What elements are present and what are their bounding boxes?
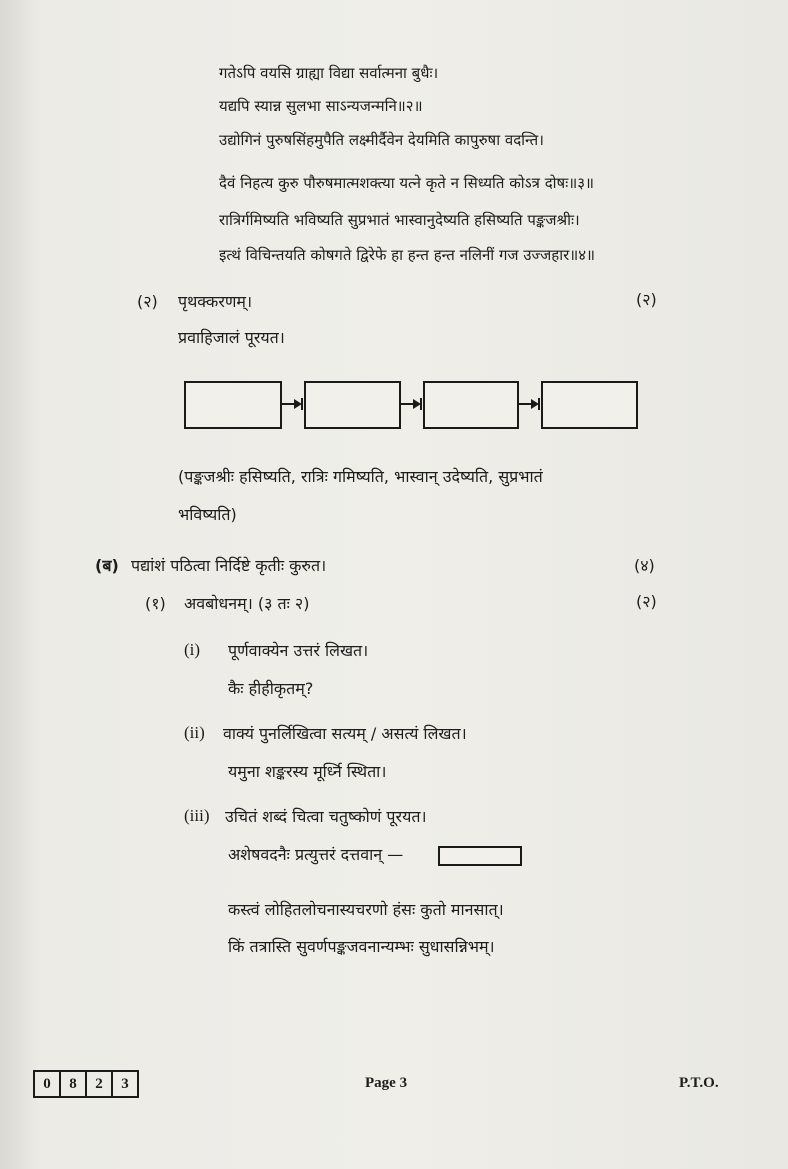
flowchart-box-2[interactable] <box>304 381 401 429</box>
flow-arrow-icon <box>401 396 423 412</box>
flow-arrow-icon <box>282 396 304 412</box>
q2-instruction: प्रवाहिजालं पूरयत। <box>178 328 285 347</box>
passage-line-2: किं तत्रास्ति सुवर्णपङ्कजवनान्यम्भः सुधासन्निभम्। <box>228 937 495 956</box>
answer-box[interactable] <box>438 846 522 866</box>
q2-marks: (२) <box>636 290 657 309</box>
section-b-label: (ब) <box>95 556 119 575</box>
flowchart-box-4[interactable] <box>541 381 638 429</box>
flowchart-box-1[interactable] <box>184 381 282 429</box>
q2-number: (२) <box>137 292 158 311</box>
sub-i-question: कैः हीहीकृतम्? <box>228 679 314 698</box>
verse-line-5: रात्रिर्गमिष्यति भविष्यति सुप्रभातं भास्वानुदेष्यति हसिष्यति पङ्कजश्रीः। <box>219 211 580 229</box>
paper-code <box>33 1070 139 1098</box>
flowchart-box-3[interactable] <box>423 381 519 429</box>
sub-ii-number: (ii) <box>184 723 205 742</box>
sub-i-instruction: पूर्णवाक्येन उत्तरं लिखत। <box>228 641 369 660</box>
sub-ii-statement: यमुना शङ्करस्य मूर्ध्नि स्थिता। <box>228 762 387 781</box>
q2-options-line-2: भविष्यति) <box>178 505 237 524</box>
section-b-title: पद्यांशं पठित्वा निर्दिष्टे कृतीः कुरुत। <box>131 556 327 575</box>
q1-marks: (२) <box>636 592 657 611</box>
paper-code-digit: 8 <box>61 1072 87 1096</box>
q2-options-line-1: (पङ्कजश्रीः हसिष्यति, रात्रिः गमिष्यति, भास्वान् उदेष्यति, सुप्रभातं <box>178 467 543 486</box>
section-b-marks: (४) <box>634 556 655 575</box>
sub-i-number: (i) <box>184 640 201 659</box>
page-number: Page 3 <box>365 1075 408 1091</box>
q1-number: (१) <box>145 594 166 613</box>
q2-title: पृथक्करणम्। <box>178 292 253 311</box>
passage-line-1: कस्त्वं लोहितलोचनास्यचरणो हंसः कुतो मानसात्। <box>228 900 504 919</box>
flow-arrow-icon <box>519 396 541 412</box>
sub-iii-statement: अशेषवदनैः प्रत्युत्तरं दत्तवान् — <box>228 845 404 864</box>
paper-code-digit: 0 <box>35 1072 61 1096</box>
paper-code-digit: 2 <box>87 1072 113 1096</box>
verse-line-2: यद्यपि स्यान्न सुलभा साऽन्यजन्मनि॥२॥ <box>219 97 423 115</box>
sub-iii-number: (iii) <box>184 806 210 825</box>
q1-title: अवबोधनम्। (३ तः २) <box>184 594 310 613</box>
verse-line-3: उद्योगिनं पुरुषसिंहमुपैति लक्ष्मीर्दैवेन देयमिति कापुरुषा वदन्ति। <box>219 131 544 149</box>
pto-label: P.T.O. <box>679 1075 719 1091</box>
verse-line-1: गतेऽपि वयसि ग्राह्या विद्या सर्वात्मना बुधैः। <box>219 64 439 82</box>
paper-code-digit: 3 <box>121 1075 129 1092</box>
verse-line-4: दैवं निहत्य कुरु पौरुषमात्मशक्त्या यत्ने कृते न सिध्यति कोऽत्र दोषः॥३॥ <box>219 174 595 192</box>
sub-iii-instruction: उचितं शब्दं चित्वा चतुष्कोणं पूरयत। <box>225 807 427 826</box>
sub-ii-instruction: वाक्यं पुनर्लिखित्वा सत्यम् / असत्यं लिखत। <box>223 724 467 743</box>
verse-line-6: इत्थं विचिन्तयति कोषगते द्विरेफे हा हन्त हन्त नलिनीं गज उज्जहार॥४॥ <box>219 246 595 264</box>
